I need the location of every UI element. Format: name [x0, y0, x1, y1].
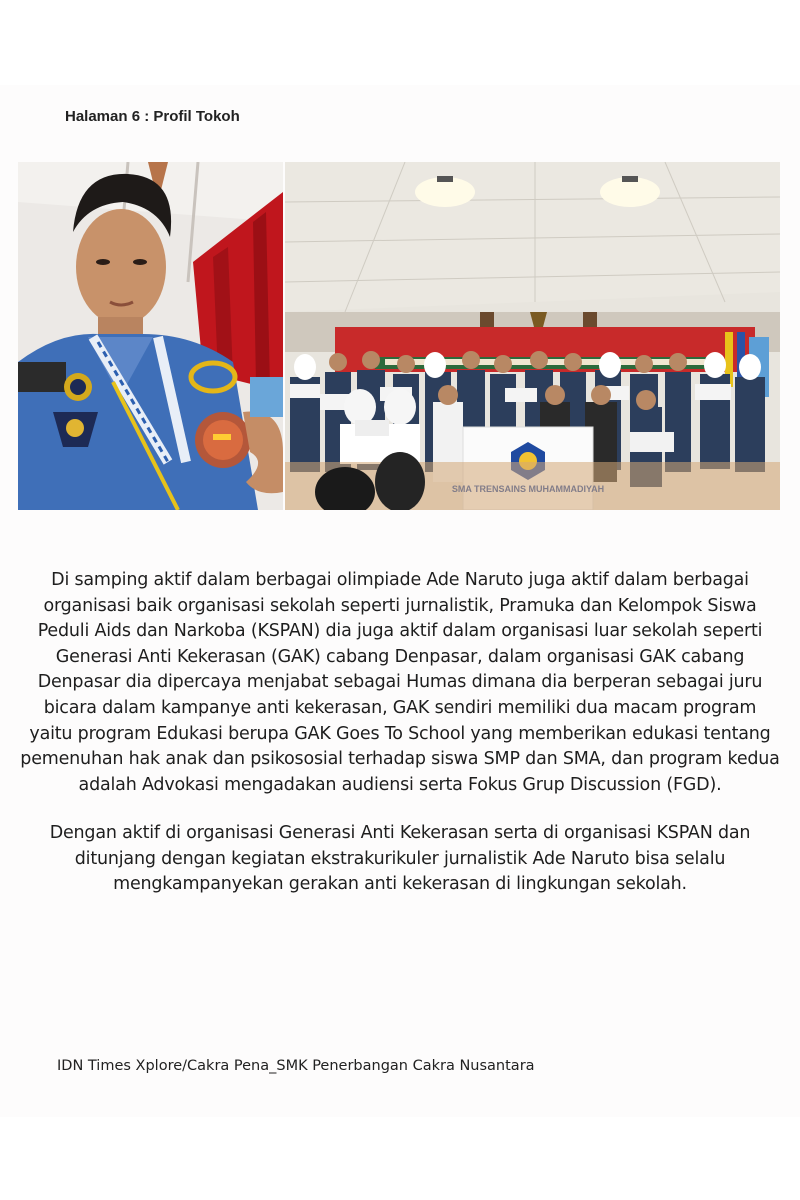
- group-photo: [285, 162, 780, 510]
- body-paragraph-1: Di samping aktif dalam berbagai olimpiade Ade Naruto juga aktif dalam berbagai organisasi baik organisasi sekolah seperti jurnalistik, Pramuka dan Kelompok Siswa Peduli Aids dan Narkoba (KSPAN) dia juga aktif dalam organisasi luar sekolah seperti Generasi Anti Kekerasan (GAK) cabang Denpasar, dalam organisasi GAK cabang Denpasar dia dipercaya menjabat sebagai Humas dimana dia berperan sebagai juru bicara dalam kampanye anti kekerasan, GAK sendiri memiliki dua macam program yaitu program Edukasi berupa GAK Goes To School yang memberikan edukasi tentang pemenuhan hak anak dan psikososial terhadap siswa SMP dan SMA, dan program kedua adalah Advokasi mengadakan audiensi serta Fokus Grup Discussion (FGD).: [20, 570, 780, 795]
- body-paragraph-2: Dengan aktif di organisasi Generasi Anti Kekerasan serta di organisasi KSPAN dan ditunjang dengan kegiatan ekstrakurikuler jurnalistik Ade Naruto bisa selalu mengkampanyekan gerakan anti kekerasan di lingkungan sekolah.: [49, 823, 751, 895]
- footer-credit: IDN Times Xplore/Cakra Pena_SMK Penerbangan Cakra Nusantara: [57, 1058, 535, 1074]
- portrait-photo: [18, 162, 283, 510]
- page-title: Halaman 6 : Profil Tokoh: [65, 108, 240, 125]
